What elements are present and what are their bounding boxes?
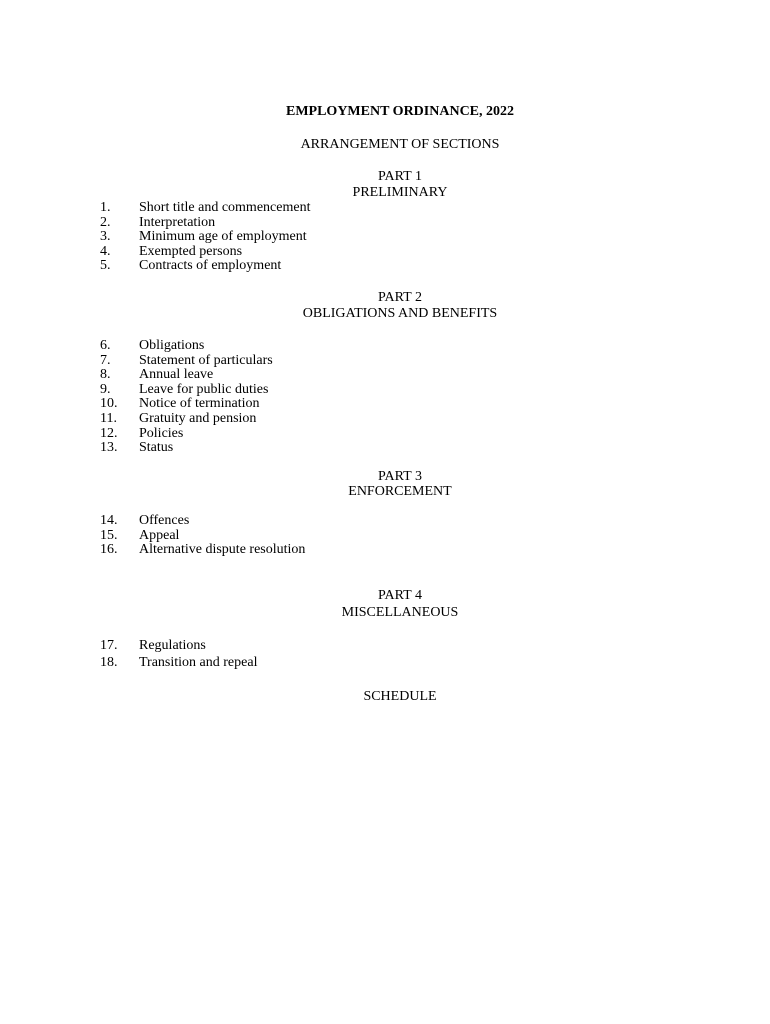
section-number: 12.: [100, 425, 118, 441]
part-4-name: MISCELLANEOUS: [341, 605, 459, 620]
section-number: 4.: [100, 243, 111, 259]
section-title: Statement of particulars: [139, 352, 273, 368]
section-title: Minimum age of employment: [139, 229, 307, 245]
section-number: 10.: [100, 396, 118, 412]
section-title: Leave for public duties: [139, 381, 269, 397]
section-title: Appeal: [139, 527, 180, 543]
section-number: 6.: [100, 338, 111, 353]
part-3-label: PART 3: [378, 469, 422, 484]
section-title: Policies: [139, 425, 184, 441]
section-title: Transition and repeal: [139, 654, 258, 670]
section-title: Notice of termination: [139, 396, 260, 412]
section-title: Gratuity and pension: [139, 410, 257, 426]
section-title: Obligations: [139, 338, 205, 353]
section-title: Exempted persons: [139, 243, 243, 259]
section-number: 2.: [100, 214, 111, 230]
part-4-label: PART 4: [378, 588, 422, 603]
section-number: 7.: [100, 352, 111, 368]
section-title: Status: [139, 440, 174, 456]
section-title: Offences: [139, 513, 190, 528]
part-3-name: ENFORCEMENT: [348, 484, 452, 499]
section-number: 13.: [100, 440, 118, 456]
section-number: 14.: [100, 513, 118, 528]
section-number: 3.: [100, 229, 111, 245]
schedule-heading: SCHEDULE: [363, 689, 437, 704]
document-subtitle: ARRANGEMENT OF SECTIONS: [300, 137, 500, 152]
section-number: 17.: [100, 638, 118, 653]
part-2-name: OBLIGATIONS AND BENEFITS: [302, 306, 498, 321]
section-title: Regulations: [139, 638, 206, 653]
part-1-name: PRELIMINARY: [352, 185, 448, 200]
part-1-label: PART 1: [378, 169, 422, 184]
section-number: 9.: [100, 381, 111, 397]
section-title: Annual leave: [139, 367, 214, 383]
document-title: EMPLOYMENT ORDINANCE, 2022: [285, 104, 515, 119]
section-number: 18.: [100, 654, 118, 670]
section-title: Interpretation: [139, 214, 216, 230]
section-title: Alternative dispute resolution: [139, 542, 306, 558]
section-number: 1.: [100, 200, 111, 215]
section-title: Contracts of employment: [139, 258, 282, 274]
section-number: 5.: [100, 258, 111, 274]
part-2-label: PART 2: [378, 290, 422, 305]
section-number: 16.: [100, 542, 118, 558]
section-number: 8.: [100, 367, 111, 383]
section-number: 15.: [100, 527, 118, 543]
section-number: 11.: [100, 410, 117, 426]
section-title: Short title and commencement: [139, 200, 311, 215]
